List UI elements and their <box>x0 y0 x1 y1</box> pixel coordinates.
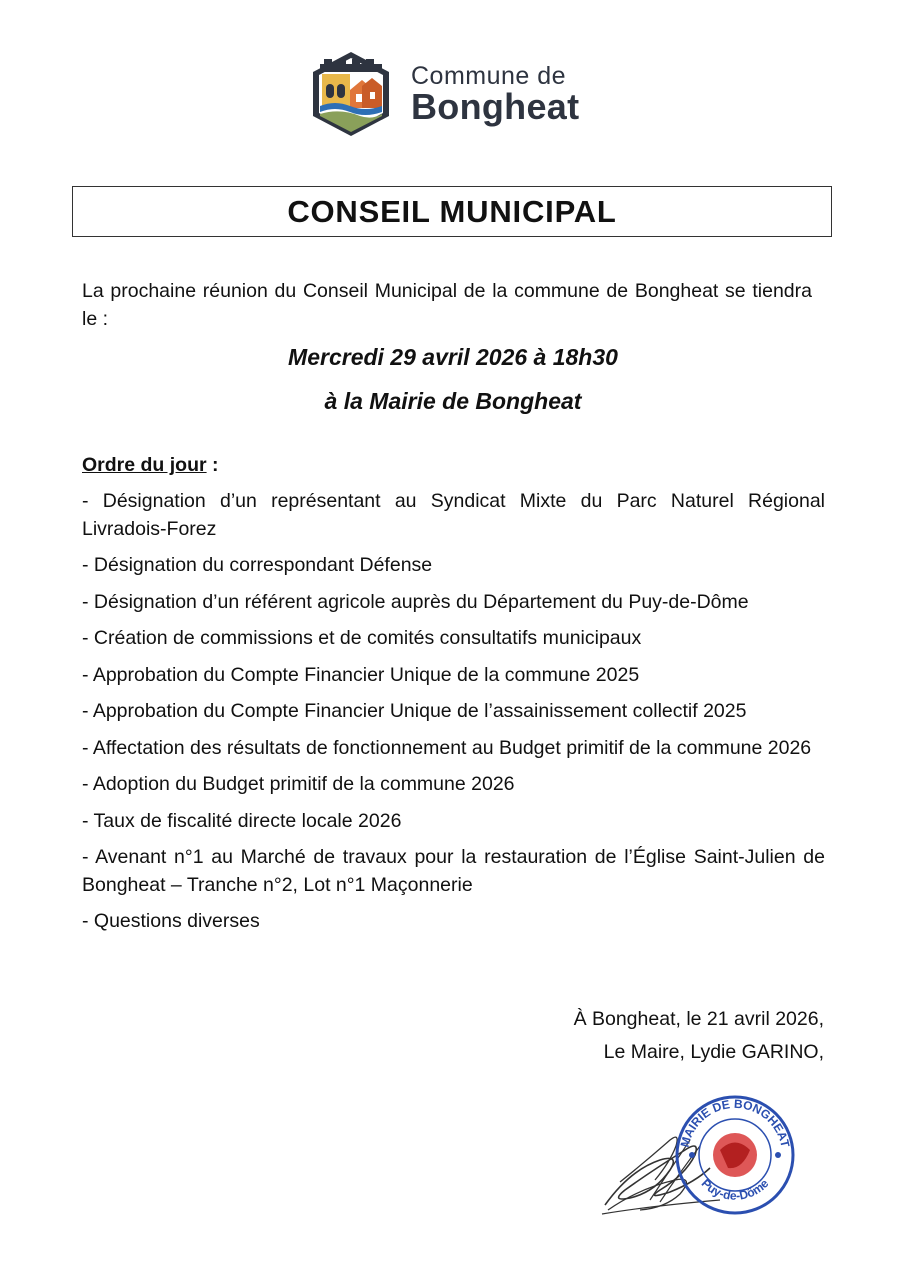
commune-logo <box>310 50 610 140</box>
agenda-heading-colon: : <box>206 454 219 476</box>
agenda-item: - Questions diverses <box>82 910 260 932</box>
agenda-item: - Affectation des résultats de fonctionnement au Budget primitif de la commune 2026 <box>82 736 812 759</box>
meeting-date: Mercredi 29 avril 2026 à 18h30 <box>288 344 618 370</box>
agenda-item: - Désignation du correspondant Défense <box>82 554 433 576</box>
agenda-item: - Désignation d’un représentant au Syndicat Mixte du Parc Naturel Régional Livradois-Forez <box>82 490 825 540</box>
page-title: CONSEIL MUNICIPAL <box>287 193 617 229</box>
agenda-item: - Approbation du Compte Financier Unique de l’assainissement collectif 2025 <box>82 700 747 722</box>
agenda-heading-text: Ordre du jour <box>82 454 207 476</box>
official-stamp <box>670 1090 800 1220</box>
agenda-item: - Adoption du Budget primitif de la commune 2026 <box>82 773 515 795</box>
title-box <box>72 186 832 237</box>
agenda-item: - Approbation du Compte Financier Unique de la commune 2025 <box>82 663 640 686</box>
logo-text-bongheat: Bongheat <box>411 86 580 127</box>
agenda-list <box>82 488 825 945</box>
agenda-item: - Avenant n°1 au Marché de travaux pour la restauration de l’Église Saint-Julien de Bongheat – Tranche n°2, Lot n°1 Maçonnerie <box>82 846 825 896</box>
agenda-item: - Taux de fiscalité directe locale 2026 <box>82 809 402 832</box>
signature-mayor-name: Le Maire, Lydie GARINO, <box>603 1041 824 1063</box>
agenda-heading <box>82 454 219 477</box>
meeting-place: à la Mairie de Bongheat <box>324 388 582 414</box>
commune-emblem-icon <box>310 50 392 138</box>
signature-place-date: À Bongheat, le 21 avril 2026, <box>573 1008 824 1030</box>
agenda-item: - Création de commissions et de comités consultatifs municipaux <box>82 627 642 649</box>
logo-text-commune: Commune de <box>411 62 567 90</box>
svg-text:MAIRIE DE BONGHEAT: MAIRIE DE BONGHEAT <box>677 1096 793 1149</box>
agenda-item: - Désignation d’un référent agricole auprès du Département du Puy-de-Dôme <box>82 590 749 613</box>
intro-paragraph: La prochaine réunion du Conseil Municipal de la commune de Bongheat se tiendra le : <box>82 280 812 330</box>
svg-text:Puy-de-Dôme: Puy-de-Dôme <box>698 1176 772 1203</box>
